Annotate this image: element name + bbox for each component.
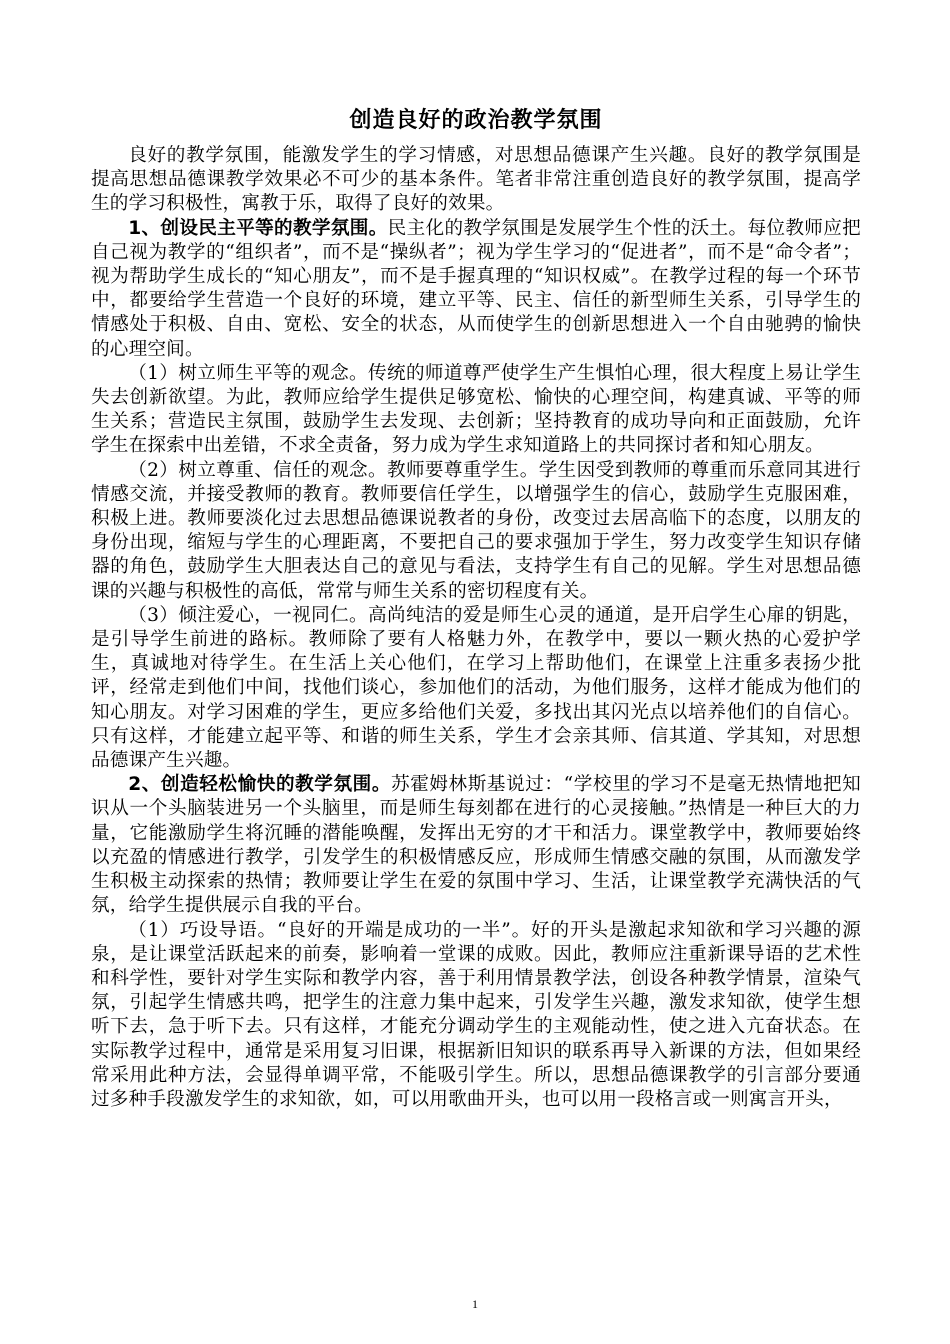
document-title: 创造良好的政治教学氛围 (349, 108, 603, 133)
document-page (91, 106, 861, 1112)
section-heading: 1、创设民主平等的教学氛围。 (128, 217, 388, 239)
intro-paragraph (91, 144, 861, 217)
paragraph-text: 苏霍姆林斯基说过：“学校里的学习不是毫无热情地把知识从一个头脑装进另一个头脑里，而是师生每刻都在进行的心灵接触。”热情是一种巨大的力量，它能激励学生将沉睡的潜能唤醒，发挥出无穷的才干和活力。课堂教学中，教师要始终以充盈的情感进行教学，引发学生的积极情感反应，形成师生情感交融的氛围，从而激发学生积极主动探索的热情；教师要让学生在爱的氛围中学习、生活，让课堂教学充满快活的气氛，给学生提供展示自我的平台。 (91, 774, 861, 917)
paragraph-text: 良好的教学氛围，能激发学生的学习情感，对思想品德课产生兴趣。良好的教学氛围是提高思想品德课教学效果必不可少的基本条件。笔者非常注重创造良好的教学氛围，提高学生的学习积极性，寓教于乐，取得了良好的效果。 (91, 145, 861, 215)
page-number: 1 (472, 1297, 478, 1311)
subsection-1-3-paragraph (91, 604, 861, 773)
subsection-1-2-paragraph (91, 459, 861, 604)
section-2-paragraph (91, 773, 861, 918)
subsection-1-1-paragraph (91, 362, 861, 459)
paragraph-text: （1）树立师生平等的观念。传统的师道尊严使学生产生惧怕心理，很大程度上易让学生失去创新欲望。为此，教师应给学生提供足够宽松、愉快的心理空间，构建真诚、平等的师生关系；营造民主氛围，鼓励学生去发现、去创新；坚持教育的成功导向和正面鼓励，允许学生在探索中出差错，不求全责备，努力成为学生求知道路上的共同探讨者和知心朋友。 (91, 362, 861, 457)
paragraph-text: （1）巧设导语。“良好的开端是成功的一半”。好的开头是激起求知欲和学习兴趣的源泉，是让课堂活跃起来的前奏，影响着一堂课的成败。因此，教师应注重新课导语的艺术性和科学性，要针对学生实际和教学内容，善于利用情景教学法，创设各种教学情景，渲染气氛，引起学生情感共鸣，把学生的注意力集中起来，引发学生兴趣，激发求知欲，使学生想听下去，急于听下去。只有这样，才能充分调动学生的主观能动性，使之进入亢奋状态。在实际教学过程中，通常是采用复习旧课，根据新旧知识的联系再导入新课的方法，但如果经常采用此种方法，会显得单调平常，不能吸引学生。所以，思想品德课教学的引言部分要通过多种手段激发学生的求知欲，如，可以用歌曲开头，也可以用一段格言或一则寓言开头， (91, 919, 861, 1110)
section-heading: 2、创造轻松愉快的教学氛围。 (128, 774, 392, 796)
paragraph-text: （2）树立尊重、信任的观念。教师要尊重学生。学生因受到教师的尊重而乐意同其进行情感交流，并接受教师的教育。教师要信任学生，以增强学生的信心，鼓励学生克服困难，积极上进。教师要淡化过去思想品德课说教者的身份，改变过去居高临下的态度，以朋友的身份出现，缩短与学生的心理距离，不要把自己的要求强加于学生，努力改变学生知识存储器的角色，鼓励学生大胆表达自己的意见与看法，支持学生有自己的见解。学生对思想品德课的兴趣与积极性的高低，常常与师生关系的密切程度有关。 (91, 459, 861, 602)
section-1-paragraph (91, 217, 861, 362)
paragraph-text: 民主化的教学氛围是发展学生个性的沃土。每位教师应把自己视为教学的“组织者”，而不是“操纵者”；视为学生学习的“促进者”，而不是“命令者”；视为帮助学生成长的“知心朋友”，而不是手握真理的“知识权威”。在教学过程的每一个环节中，都要给学生营造一个良好的环境，建立平等、民主、信任的新型师生关系，引导学生的情感处于积极、自由、宽松、安全的状态，从而使学生的创新思想进入一个自由驰骋的愉快的心理空间。 (91, 217, 861, 360)
subsection-2-1-paragraph (91, 919, 861, 1113)
paragraph-text: （3）倾注爱心，一视同仁。高尚纯洁的爱是师生心灵的通道，是开启学生心扉的钥匙，是引导学生前进的路标。教师除了要有人格魅力外，在教学中，要以一颗火热的心爱护学生，真诚地对待学生。在生活上关心他们，在学习上帮助他们，在课堂上注重多表扬少批评，经常走到他们中间，找他们谈心，参加他们的活动，为他们服务，这样才能成为他们的知心朋友。对学习困难的学生，更应多给他们关爱，多找出其闪光点以培养他们的自信心。只有这样，才能建立起平等、和谐的师生关系，学生才会亲其师、信其道、学其知，对思想品德课产生兴趣。 (91, 604, 861, 772)
